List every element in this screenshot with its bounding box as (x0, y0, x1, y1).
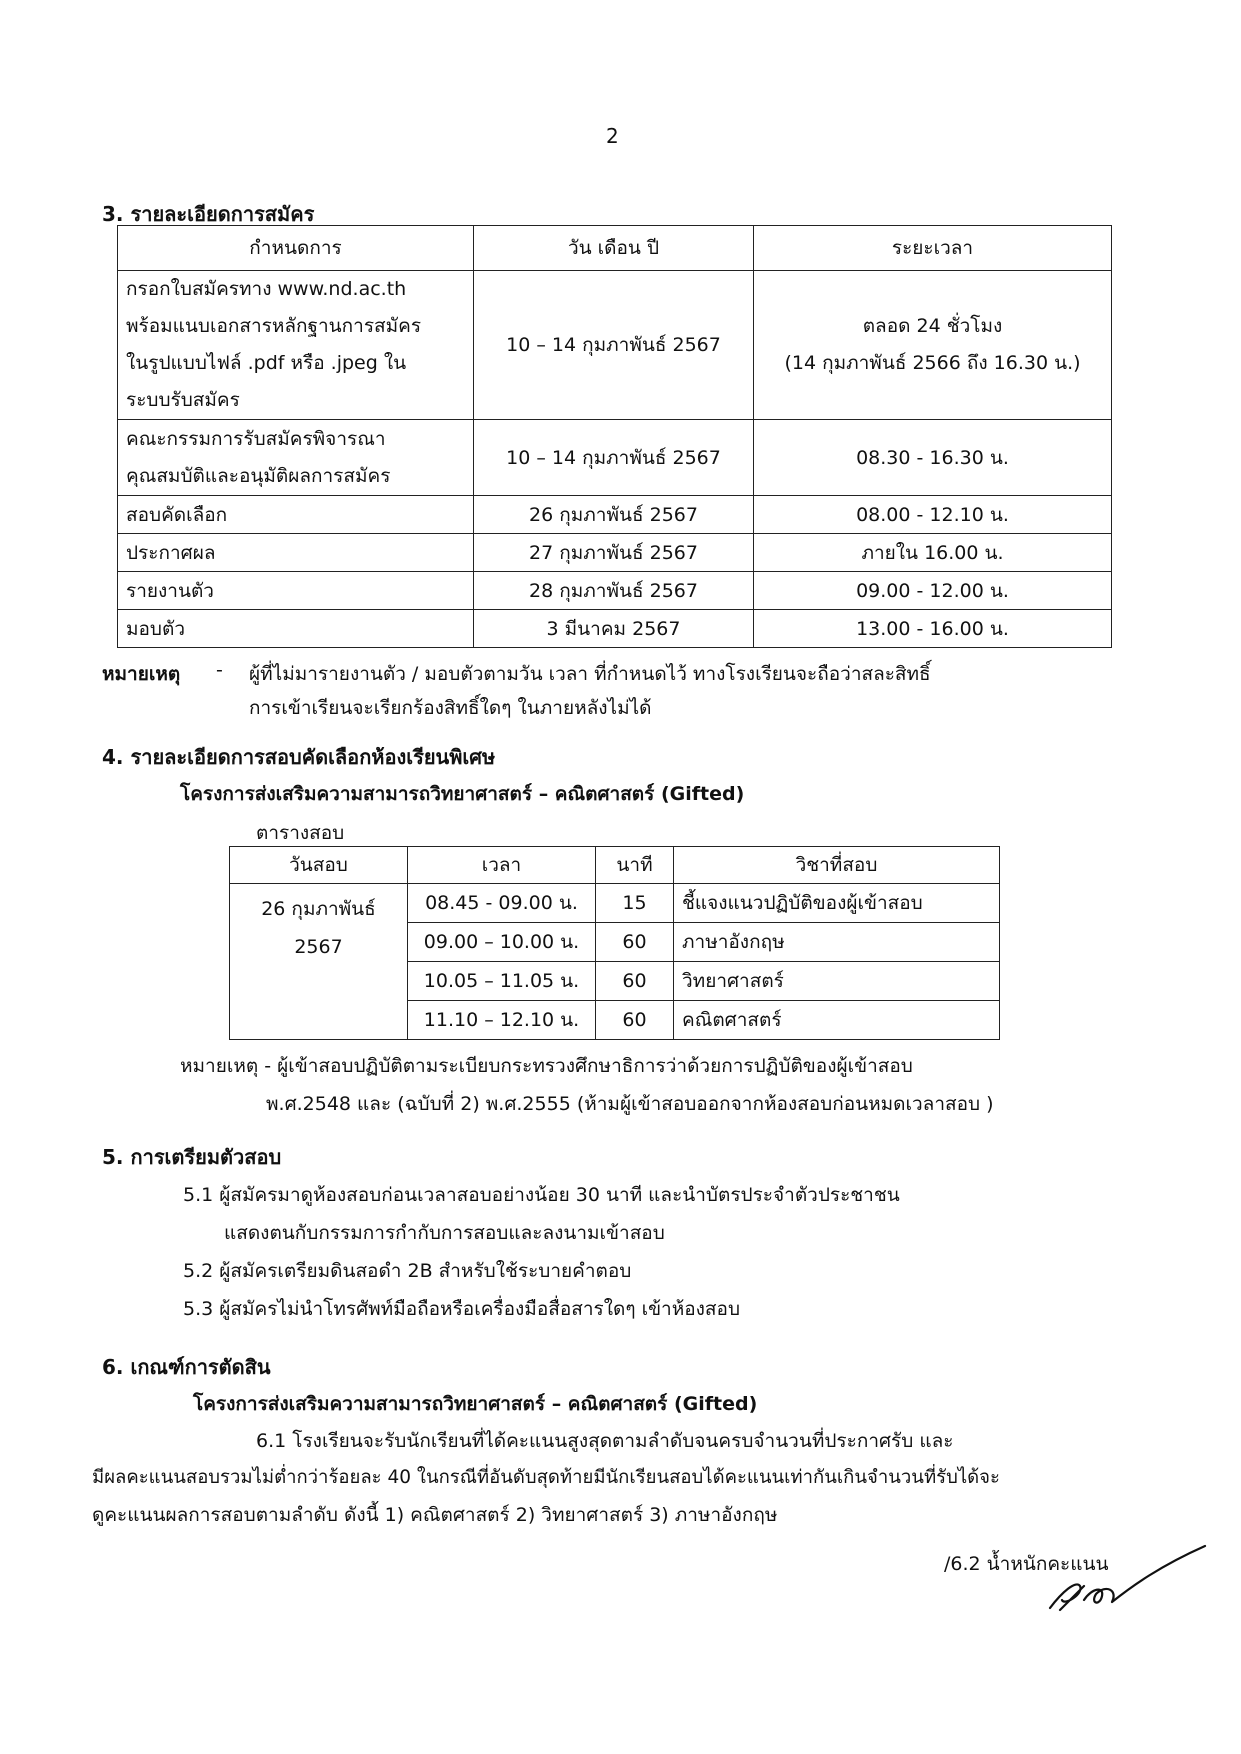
task-line: คุณสมบัติและอนุมัติผลการสมัคร (126, 464, 391, 487)
task-cell (118, 271, 474, 420)
task-line: พร้อมแนบเอกสารหลักฐานการสมัคร (126, 315, 422, 337)
table-row (118, 271, 1112, 420)
continuation-note: /6.2 น้ำหนักคะแนน (944, 1553, 1109, 1575)
section-6-paragraph-line-2: มีผลคะแนนสอบรวมไม่ต่ำกว่าร้อยละ 40 ในกรณีที่อันดับสุดท้ายมีนักเรียนสอบได้คะแนนเท่ากันเกินจำนวนที่รับได้จะ (92, 1467, 1000, 1488)
duration-cell: 13.00 - 16.00 น. (754, 610, 1112, 648)
subject-cell: วิทยาศาสตร์ (674, 962, 1000, 1001)
section-4-heading: 4. รายละเอียดการสอบคัดเลือกห้องเรียนพิเศษ (102, 745, 496, 769)
section-6-paragraph-line-1: 6.1 โรงเรียนจะรับนักเรียนที่ได้คะแนนสูงสุดตามลำดับจนครบจำนวนที่ประกาศรับ และ (256, 1430, 954, 1452)
date-cell: 26 กุมภาพันธ์ 2567 (474, 496, 754, 534)
task-line: กรอกใบสมัครทาง www.nd.ac.th (126, 278, 407, 300)
header-date: วัน เดือน ปี (474, 226, 754, 271)
duration-cell: 08.00 - 12.10 น. (754, 496, 1112, 534)
minutes-cell: 60 (596, 923, 674, 962)
duration-cell (754, 271, 1112, 420)
task-cell: มอบตัว (118, 610, 474, 648)
section-5-heading: 5. การเตรียมตัวสอบ (102, 1145, 282, 1169)
exam-schedule-table (229, 846, 1000, 1040)
header-minutes: นาที (596, 847, 674, 884)
time-cell: 09.00 – 10.00 น. (408, 923, 596, 962)
signature (1040, 1540, 1210, 1620)
section-6-heading: 6. เกณฑ์การตัดสิน (102, 1355, 271, 1379)
task-line: คณะกรรมการรับสมัครพิจารณา (126, 427, 386, 450)
exam-date-cell (230, 884, 408, 1040)
duration-cell: ภายใน 16.00 น. (754, 534, 1112, 572)
time-cell: 11.10 – 12.10 น. (408, 1001, 596, 1040)
section-5-item-1-line-2: แสดงตนกับกรรมการกำกับการสอบและลงนามเข้าสอบ (224, 1222, 665, 1244)
section-3-heading: 3. รายละเอียดการสมัคร (102, 202, 315, 226)
header-task: กำหนดการ (118, 226, 474, 271)
section-6-subheading: โครงการส่งเสริมความสามารถวิทยาศาสตร์ – คณิตศาสตร์ (Gifted) (193, 1393, 758, 1415)
task-cell: สอบคัดเลือก (118, 496, 474, 534)
section-5-item-1-line-1: 5.1 ผู้สมัครมาดูห้องสอบก่อนเวลาสอบอย่างน้อย 30 นาที และนำบัตรประจำตัวประชาชน (183, 1184, 900, 1206)
task-cell (118, 420, 474, 496)
task-line: ระบบรับสมัคร (126, 389, 240, 411)
subject-cell: คณิตศาสตร์ (674, 1001, 1000, 1040)
date-cell: 28 กุมภาพันธ์ 2567 (474, 572, 754, 610)
subject-cell: ชี้แจงแนวปฏิบัติของผู้เข้าสอบ (674, 884, 1000, 923)
exam-date-line: 2567 (294, 936, 343, 958)
section-3-note-line-2: การเข้าเรียนจะเรียกร้องสิทธิ์ใดๆ ในภายหลังไม่ได้ (249, 697, 652, 719)
exam-date-line: 26 กุมภาพันธ์ (261, 898, 376, 920)
date-cell: 27 กุมภาพันธ์ 2567 (474, 534, 754, 572)
table-row (118, 496, 1112, 534)
header-subject: วิชาที่สอบ (674, 847, 1000, 884)
time-cell: 08.45 - 09.00 น. (408, 884, 596, 923)
duration-line: ตลอด 24 ชั่วโมง (862, 315, 1003, 337)
header-duration: ระยะเวลา (754, 226, 1112, 271)
subject-cell: ภาษาอังกฤษ (674, 923, 1000, 962)
section-4-note-line-2: พ.ศ.2548 และ (ฉบับที่ 2) พ.ศ.2555 (ห้ามผู้เข้าสอบออกจากห้องสอบก่อนหมดเวลาสอบ ) (266, 1093, 994, 1115)
table-row (118, 420, 1112, 496)
section-3-note-label: หมายเหตุ (102, 663, 181, 685)
table-row (118, 534, 1112, 572)
date-cell: 3 มีนาคม 2567 (474, 610, 754, 648)
header-exam-date: วันสอบ (230, 847, 408, 884)
section-5-item-3: 5.3 ผู้สมัครไม่นำโทรศัพท์มือถือหรือเครื่องมือสื่อสารใดๆ เข้าห้องสอบ (183, 1298, 741, 1320)
header-time: เวลา (408, 847, 596, 884)
page-number: 2 (606, 124, 619, 148)
table-header-row (230, 847, 1000, 884)
section-6-paragraph-line-3: ดูคะแนนผลการสอบตามลำดับ ดังนี้ 1) คณิตศาสตร์ 2) วิทยาศาสตร์ 3) ภาษาอังกฤษ (92, 1504, 778, 1526)
task-cell: ประกาศผล (118, 534, 474, 572)
section-3-note-line-1: ผู้ที่ไม่มารายงานตัว / มอบตัวตามวัน เวลา ที่กำหนดไว้ ทางโรงเรียนจะถือว่าสละสิทธิ์ (249, 663, 931, 685)
application-schedule-table (117, 225, 1112, 648)
minutes-cell: 60 (596, 962, 674, 1001)
date-cell: 10 – 14 กุมภาพันธ์ 2567 (474, 271, 754, 420)
table-row (230, 884, 1000, 923)
table-header-row (118, 226, 1112, 271)
section-4-subheading: โครงการส่งเสริมความสามารถวิทยาศาสตร์ – คณิตศาสตร์ (Gifted) (180, 783, 745, 805)
exam-table-caption: ตารางสอบ (256, 822, 345, 844)
section-5-item-2: 5.2 ผู้สมัครเตรียมดินสอดำ 2B สำหรับใช้ระบายคำตอบ (183, 1260, 632, 1282)
duration-cell: 08.30 - 16.30 น. (754, 420, 1112, 496)
table-row (118, 572, 1112, 610)
task-line: ในรูปแบบไฟล์ .pdf หรือ .jpeg ใน (126, 352, 407, 374)
table-row (118, 610, 1112, 648)
section-3-note-dash: - (216, 659, 223, 681)
time-cell: 10.05 – 11.05 น. (408, 962, 596, 1001)
task-cell: รายงานตัว (118, 572, 474, 610)
duration-line: (14 กุมภาพันธ์ 2566 ถึง 16.30 น.) (784, 352, 1081, 374)
minutes-cell: 15 (596, 884, 674, 923)
date-cell: 10 – 14 กุมภาพันธ์ 2567 (474, 420, 754, 496)
minutes-cell: 60 (596, 1001, 674, 1040)
duration-cell: 09.00 - 12.00 น. (754, 572, 1112, 610)
section-4-note-line-1: หมายเหตุ - ผู้เข้าสอบปฏิบัติตามระเบียบกระทรวงศึกษาธิการว่าด้วยการปฏิบัติของผู้เข้าสอบ (180, 1055, 913, 1077)
